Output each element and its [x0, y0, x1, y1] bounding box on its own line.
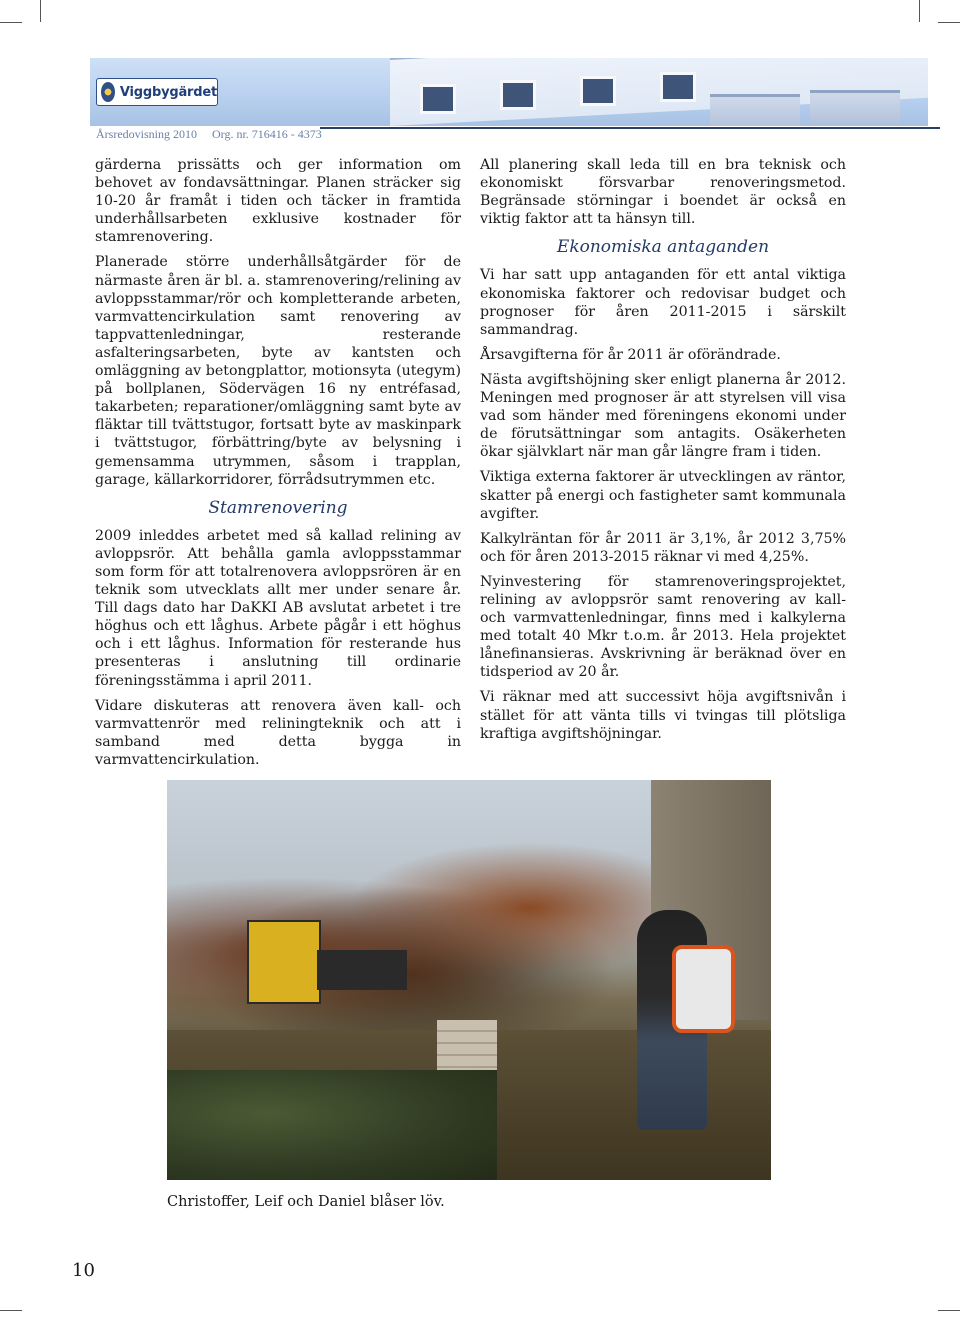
paragraph: Nyinvestering för stamrenoveringsprojektet, relining av avloppsrör samt renovering av kall- och varmvattenledningar, finns med i kalkylerna med totalt 40 Mkr t.o.m. år 2013. Hela projektet lånefinansieras. Avskrivning är beräknad över en tidsperiod av 20 år. — [480, 573, 846, 681]
paragraph: All planering skall leda till en bra teknisk och ekonomiskt försvarbar renoveringsmetod. Begränsade störningar i boendet är också en viktig faktor att ta hänsyn till. — [480, 157, 846, 228]
section-heading: Stamrenovering — [208, 497, 348, 518]
building-balcony — [710, 94, 800, 126]
page-number: 10 — [72, 1260, 95, 1281]
building-window — [660, 72, 696, 102]
photo-leaf-blower — [672, 945, 735, 1033]
building-balcony — [810, 90, 900, 123]
section-heading: Ekonomiska antaganden — [556, 237, 770, 258]
header-rule — [320, 127, 940, 129]
building-window — [420, 84, 456, 114]
building-window — [500, 80, 536, 110]
crop-mark — [938, 1310, 960, 1311]
paragraph: Vi har satt upp antaganden för ett antal viktiga ekonomiska faktorer och redovisar budget och prognoser för åren 2011-2015 i särskilt sammandrag. — [480, 267, 846, 338]
crest-icon — [101, 82, 115, 102]
paragraph: Vidare diskuteras att renovera även kall- och varmvattenrör med reliningteknik och att i samband med detta bygga in varmvattencirkulation. — [95, 697, 461, 768]
photo-trailer — [317, 950, 407, 990]
crop-mark — [0, 22, 22, 23]
crop-mark — [938, 22, 960, 23]
building-window — [580, 76, 616, 106]
paragraph: Kalkylräntan för år 2011 är 3,1%, år 2012 3,75% och för åren 2013-2015 räknar vi med 4,25%. — [480, 530, 846, 565]
photo-caption: Christoffer, Leif och Daniel blåser löv. — [167, 1194, 445, 1210]
report-title: Årsredovisning 2010 — [96, 127, 197, 141]
left-column — [95, 156, 461, 776]
crop-mark — [40, 0, 41, 22]
brand-logo — [96, 78, 218, 106]
photo-flowerbed — [167, 1070, 497, 1180]
paragraph: Nästa avgiftshöjning sker enligt planerna år 2012. Meningen med prognoser är att styrelsen vill visa vad som händer med föreningens ekonomi under de förutsättningar som antagits. Osäkerheten ökar självklart när man går längre fram i tiden. — [480, 371, 846, 461]
header-meta — [96, 127, 334, 142]
logo-text: Viggbygärdet — [119, 84, 217, 100]
photo — [167, 780, 771, 1180]
paragraph: Vi räknar med att successivt höja avgiftsnivån i stället för att vänta tills vi tvingas till plötsliga kraftiga avgiftshöjningar. — [480, 689, 846, 742]
paragraph: Årsavgifterna för år 2011 är oförändrade. — [480, 346, 781, 363]
org-number: Org. nr. 716416 - 4373 — [212, 127, 322, 141]
photo-tractor — [247, 920, 321, 1004]
paragraph: gärderna prissätts och ger information om behovet av fondavsättningar. Planen sträcker sig 10-20 år framåt i tiden och täcker in framtida underhållsarbeten exklusive kostnader för stamrenovering. — [95, 157, 461, 246]
crop-mark — [919, 0, 920, 22]
crop-mark — [0, 1310, 22, 1311]
paragraph: Viktiga externa faktorer är utvecklingen av räntor, skatter på energi och fastigheter samt kommunala avgifter. — [480, 469, 846, 522]
right-column — [480, 156, 846, 750]
paragraph: Planerade större underhållsåtgärder för de närmaste åren är bl. a. stamrenovering/relining av avloppsstammar/rör och kompletterande arbeten, varmvattencirkulation samt renovering av tappvattenledningar, resterande asfalteringsarbeten, byte av kantsten och omläggning av betongplattor, motionsyta (utegym) på bollplanen, Södervägen 16 ny entréfasad, takarbeten; reparationer/omläggning samt byte av fläktar till tvättstugor, fortsatt byte av maskinpark i tvättstugor, förbättring/byte av belysning i gemensamma utrymmen, såsom i trapplan, garage, källarkorridorer, förrådsutrymmen etc. — [95, 254, 461, 488]
paragraph: 2009 inleddes arbetet med så kallad relining av avloppsrör. Att behålla gamla avloppsstammar som form för att totalrenovera avloppsrören är en teknik som utvecklats allt mer under senare år. Till dags dato har DaKKI AB avslutat arbetet i tre höghus och ett låghus. Arbete pågår i ett höghus och i ett låghus. Information för resterande hus presenteras i anslutning till ordinarie föreningsstämma i april 2011. — [95, 527, 461, 689]
